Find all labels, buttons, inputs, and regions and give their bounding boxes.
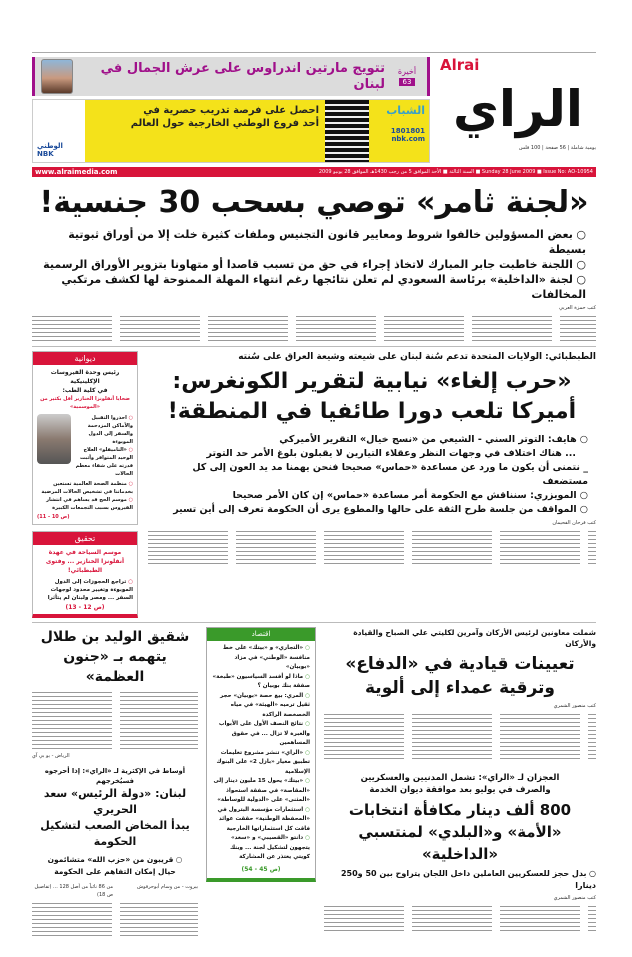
ad-program: الشباب [386, 104, 425, 117]
elections-headline-2[interactable]: «الأمة» و«البلدي» لمنتسبي «الداخلية» [358, 823, 562, 863]
lebanon-byline: بيروت - من وسام أبوحرفوش [137, 884, 198, 890]
lead-bullet: ○ لجنة «الداخلية» برئاسة السعودي لم تعلن نتائجها رغم انتهاء المهلة الممنوحة لها لكشف مرتكبي المخالفات [32, 272, 586, 302]
elections-headline-1[interactable]: 800 ألف دينار مكافأة انتخابات [348, 801, 572, 819]
lead-bullet: ○ اللجنة خاطبت جابر المبارك لاتخاذ إجراء في حق من تسبب قاصدا أو متهاونا بتزوير الأوراق الرسمية [32, 257, 586, 272]
economy-item[interactable]: ○ «الراي» تنشر مشروع تعليمات تطبيق معيار «بازل 2» على البنوك الإسلامية [212, 749, 310, 778]
waleed-body [32, 690, 198, 750]
diwaniya-bullet: ○ احذروا التقبيل والأماكن المزدحمة والسفر إلى الدول الموبوءة [74, 414, 133, 446]
lead-bullet: ○ بعض المسؤولين خالفوا شروط ومعايير قانون التجنيس وملفات كثيرة خلت إلا من أوراق ثبوتية بسيطة [32, 227, 586, 257]
promo-photo [41, 59, 73, 94]
nbk-ad[interactable] [32, 99, 430, 163]
economy-item[interactable]: ○ نتائج النصف الأول على الأبواب والعبرة لا تزال ... في حقوق المساهمين [212, 720, 310, 749]
dateline: Sunday 28 June 2009 ■ Issue No: AO-10954 ■ السنة الثالثة ■ الأحد الموافق 5 من رجب 1430هـ الموافق 28 يونيو 2009 [318, 169, 593, 175]
economy-item[interactable]: ○ «التجاري» و «بيتك» على خط منافسة «الوطني» في مزاد «بوبيان» [212, 644, 310, 673]
diwaniya-pages: (ص 10 - 11) [37, 514, 70, 520]
diwaniya-header: ديوانية [33, 352, 137, 365]
ad-site: nbk.com [391, 135, 425, 143]
second-kicker: الطبطبائي: الولايات المتحدة تدعم سُنة لبنان على شيعته وشيعة العراق على سُنته [238, 352, 596, 362]
lebanon-bullet: حيال إمكان التفاهم على الحكومة [54, 867, 176, 876]
lebanon-kicker: أوساط في الإكثرية لـ «الراي»: إذا أحرجوه فسيُخرجهم [44, 767, 186, 785]
promo-page: 63 [399, 78, 415, 86]
second-body [148, 529, 596, 567]
logo-ar: الراي [453, 80, 583, 138]
promo-banner[interactable] [32, 57, 430, 96]
lebanon-body [32, 901, 198, 937]
second-bullet: ... هناك اختلاف في وجهات النظر وعقلاء التيارين لا يقبلون بلوغ الأمر حد التوتر [206, 448, 576, 459]
economy-item[interactable]: ○ ماذا لو أفسد السياسيون «طبخة» صفقة بنك بوبيان ؟ [212, 673, 310, 692]
date-bar [32, 167, 596, 177]
logo-en: Alrai [440, 56, 480, 74]
elections-kicker: والصرف في يوليو بعد موافقة ديوان الخدمة [369, 785, 551, 795]
elections-kicker: العجزان لـ «الراي»: تشمل المدنيين والعسكريين [360, 773, 560, 783]
ad-line-1: احصل على فرصة تدريب حصرية في [143, 105, 319, 116]
lebanon-note: من 86 نائباً من أصل 128 ... (تفاصيل ص 18) [34, 884, 113, 898]
investigation-header: تحقيق [33, 532, 137, 545]
economy-item[interactable]: ○ دانتو «القصيبي» و «سعد» يتجهون لتشكيل لجنة ... وبنك كويتي يعتذر عن المشاركة [212, 834, 310, 863]
waleed-source: الرياض - يو بي آي [32, 753, 70, 759]
defense-byline: كتب منصور الشمري [553, 703, 596, 709]
economy-pages: (ص 45 - 54) [241, 865, 281, 873]
second-headline-2[interactable]: أميركا تلعب دورا طائفيا في المنطقة! [167, 399, 577, 424]
lebanon-headline-1[interactable]: لبنان: «دولة الرئيس» سعد الحريري [43, 787, 187, 816]
diwaniya-bullet: ○ «التاميفلو» العلاج الوحيد المتوافر وأثبت قدرته على شفاء معظم الحالات [74, 446, 133, 478]
diwaniya-title: في كلية الطب: [62, 387, 108, 394]
second-bullet: ○ هايف: التوتر السني - الشيعي من «نسج خيال» التقرير الأميركي [148, 433, 588, 447]
elections-body [324, 904, 596, 932]
elections-bullet: ○ بدل حجز للعسكريين العاملين داخل اللجان يتراوح بين 50 و250 دينارا [324, 868, 596, 892]
defense-headline-2[interactable]: وترقية عمداء إلى ألوية [365, 678, 555, 698]
diwaniya-title: رئيس وحدة الفيروسات الإكلينيكية [50, 369, 120, 385]
elections-byline: كتب منصور الشمري [553, 895, 596, 901]
lebanon-bullet: ○ قريبون من «حزب الله» متشائمون [32, 854, 198, 866]
nbk-logo: الوطني NBK [37, 142, 63, 158]
website-link[interactable]: www.alraimedia.com [35, 168, 118, 176]
second-bullet: _ نتمنى أن يكون ما ورد عن مساعدة «حماس» صحيحا فنحن يهمنا مد يد العون إلى كل مستضعف [192, 462, 588, 487]
economy-item[interactable]: ○ المري: بيع حصة «بوبيان» حجر ثقيل ترميه «الهيئة» في مياه الخصخصة الراكدة [212, 692, 310, 721]
ad-phone: 1801801 [390, 127, 425, 135]
investigation-box[interactable] [32, 531, 138, 618]
lead-body [32, 314, 596, 342]
economy-box[interactable] [206, 627, 316, 882]
economy-item[interactable]: ○ استثمارات مؤسسة البترول في «المحفظة الوطنية» حققت عوائد فاقت كل استثماراتها الخارجية [212, 806, 310, 835]
diwaniya-bullet: ○ منظمة الصحة العالمية تستعين بخدماتنا في تشخيص الحالات المرضية [37, 480, 133, 496]
second-bullet: ○ المويزري: سنناقش مع الحكومة أمر مساعدة «حماس» إن كان الأمر صحيحا [148, 489, 588, 503]
doctor-photo [37, 414, 71, 464]
investigation-pages: (ص 12 - 13) [65, 604, 105, 611]
second-headline-1[interactable]: «حرب إلغاء» نيابية لتقرير الكونغرس: [172, 369, 572, 394]
investigation-title: موسم السياحة في عهدة أنفلونزا الخنازير ... وفتوى الطبطبائي! [45, 549, 125, 574]
economy-header: اقتصاد [207, 628, 315, 641]
investigation-bullet: ○ تراجع الحجوزات إلى الدول الموبوءة وتغيير محدود لوجهات السفر ... ومصر ولبنان لم يتأثرا [37, 578, 133, 602]
waleed-headline-2[interactable]: يتهمه بـ «جنون العظمة» [63, 649, 167, 685]
defense-headline-1[interactable]: تعيينات قيادية في «الدفاع» [345, 654, 575, 674]
diwaniya-bullet: ○ موسم الحج قد يساهم في انتشار الفيروس بسبب التجمعات الكبيرة [37, 496, 133, 512]
diwaniya-box[interactable] [32, 351, 138, 525]
waleed-headline-1[interactable]: شقيق الوليد بن طلال [40, 629, 190, 645]
second-byline: كتب فرحان الفحيمان [552, 520, 596, 526]
second-bullet: ○ المواقف من جلسة طرح الثقة على حالها والمطوع يرى أن الحكومة تعرف إلى أين تسير [148, 503, 588, 517]
promo-section: أخيرة [397, 67, 417, 76]
masthead-meta: يومية شاملة | 56 صفحة | 100 فلس [518, 145, 596, 151]
defense-body [324, 712, 596, 760]
lebanon-headline-2[interactable]: يبدأ المخاض الصعب لتشكيل الحكومة [40, 819, 190, 848]
economy-item[interactable]: ○ «بيتك» يحول 15 مليون دينار إلى «المقاصة» في صفقة استحواذ «المثنى» على «الدولية للوساطة» [212, 777, 310, 806]
lead-headline[interactable]: «لجنة ثامر» توصي بسحب 30 جنسية! [39, 185, 589, 220]
diwaniya-subtitle: ضحايا أنفلونزا الخنازير أقل بكثير من «الموسمية» [40, 396, 130, 410]
promo-headline: تتويج مارتين اندراوس على عرش الجمال في لبنان [100, 60, 385, 92]
building-illustration [325, 100, 369, 162]
ad-line-2: أحد فروع الوطني الخارجية حول العالم [130, 118, 319, 129]
lead-byline: كتب حمزة العربي [559, 305, 596, 311]
defense-kicker: شملت معاونين لرئيس الأركان وآمرين لكليتي علي الصباح والقيادة والأركان [353, 628, 596, 648]
